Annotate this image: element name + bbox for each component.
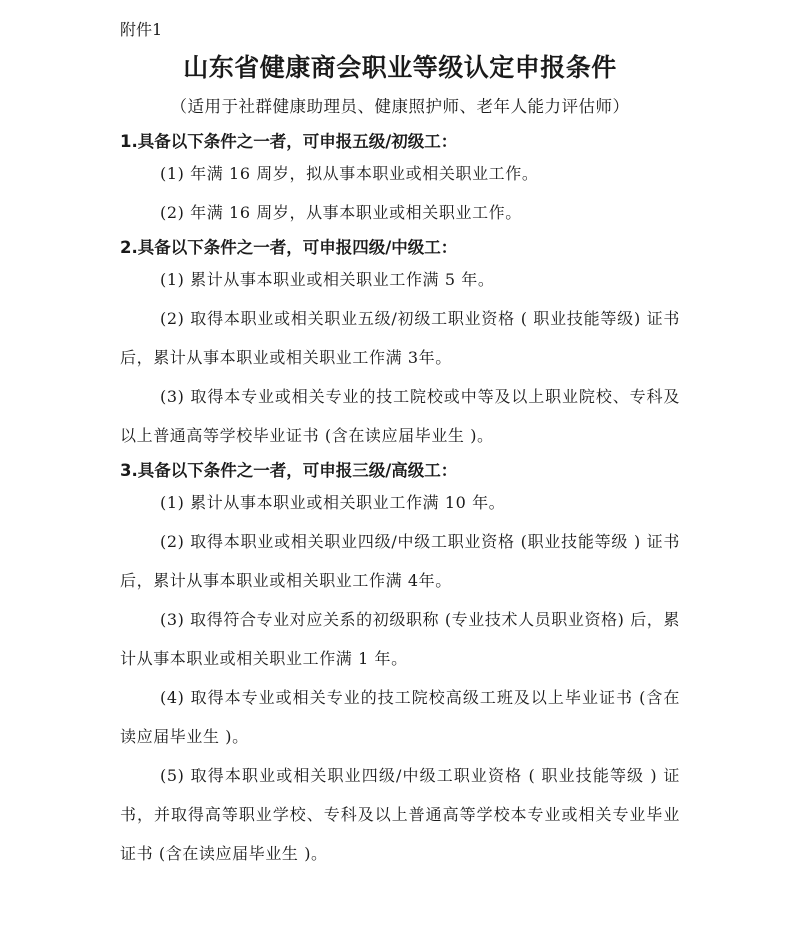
condition-item: (2) 年满 16 周岁，从事本职业或相关职业工作。 [160, 203, 522, 222]
condition-item: (3) 取得符合专业对应关系的初级职称 (专业技术人员职业资格) 后，累计从事本职业或相关职业工作满 1 年。 [120, 610, 681, 668]
document-page [120, 18, 680, 873]
section-heading: 3.具备以下条件之一者，可申报三级/高级工： [120, 461, 458, 480]
condition-item: (1) 累计从事本职业或相关职业工作满 5 年。 [160, 270, 495, 289]
condition-item: (2) 取得本职业或相关职业五级/初级工职业资格 ( 职业技能等级) 证书后，累计从事本职业或相关职业工作满 3年。 [120, 309, 680, 367]
condition-item: (1) 累计从事本职业或相关职业工作满 10 年。 [160, 493, 506, 512]
section-heading: 2.具备以下条件之一者，可申报四级/中级工： [120, 238, 458, 257]
condition-item: (1) 年满 16 周岁，拟从事本职业或相关职业工作。 [160, 164, 539, 183]
document-subtitle: （适用于社群健康助理员、健康照护师、老年人能力评估师） [170, 97, 630, 116]
section-level-3 [120, 459, 680, 873]
section-heading: 1.具备以下条件之一者，可申报五级/初级工： [120, 132, 458, 151]
condition-item: (4) 取得本专业或相关专业的技工院校高级工班及以上毕业证书 (含在读应届毕业生 )。 [120, 688, 680, 746]
document-title: 山东省健康商会职业等级认定申报条件 [183, 53, 617, 82]
attachment-label: 附件1 [120, 20, 163, 39]
section-level-5 [120, 130, 680, 232]
section-level-4 [120, 236, 680, 455]
condition-item: (5) 取得本职业或相关职业四级/中级工职业资格 ( 职业技能等级 ) 证书，并取得高等职业学校、专科及以上普通高等学校本专业或相关专业毕业证书 (含在读应届毕业生 )。 [120, 766, 680, 863]
condition-item: (2) 取得本职业或相关职业四级/中级工职业资格 (职业技能等级 ) 证书后，累计从事本职业或相关职业工作满 4年。 [120, 532, 680, 590]
condition-item: (3) 取得本专业或相关专业的技工院校或中等及以上职业院校、专科及以上普通高等学校毕业证书 (含在读应届毕业生 )。 [120, 387, 680, 445]
